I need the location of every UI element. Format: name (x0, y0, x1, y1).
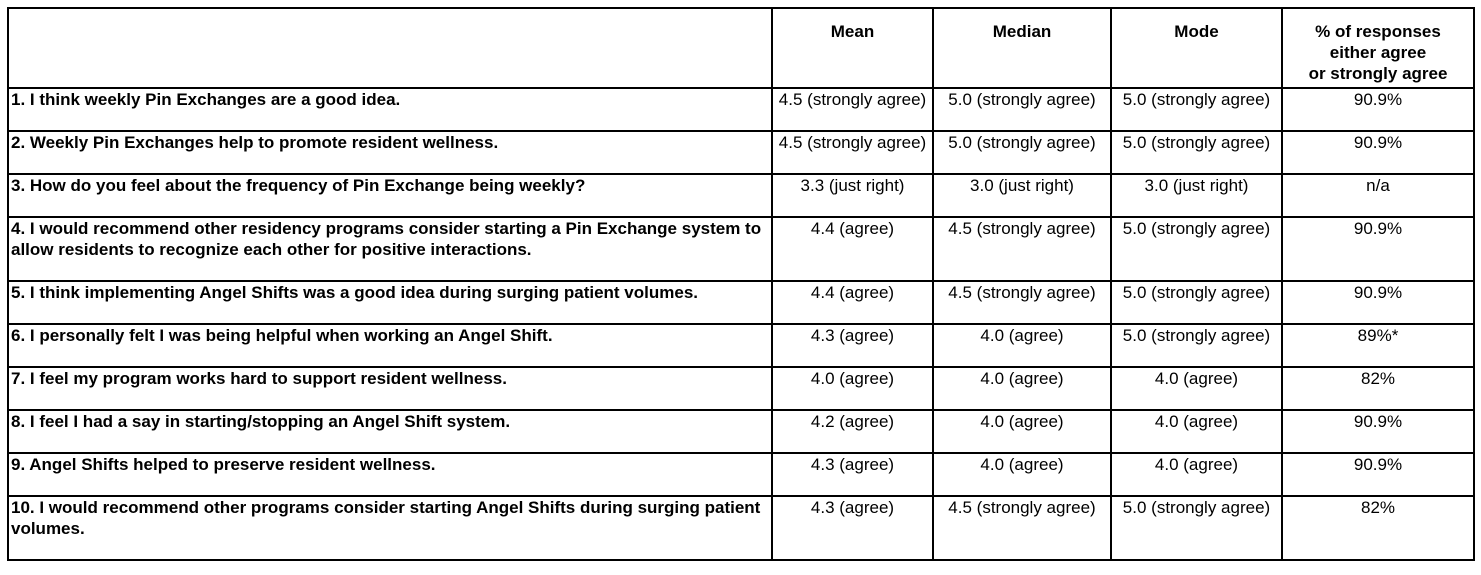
median-cell: 4.5 (strongly agree) (933, 496, 1111, 560)
median-cell: 4.0 (agree) (933, 324, 1111, 367)
percent-cell: 90.9% (1282, 131, 1474, 174)
mean-cell: 3.3 (just right) (772, 174, 933, 217)
table-row (8, 324, 1474, 367)
median-cell: 4.0 (agree) (933, 410, 1111, 453)
median-cell: 5.0 (strongly agree) (933, 131, 1111, 174)
mean-cell: 4.2 (agree) (772, 410, 933, 453)
median-cell: 4.5 (strongly agree) (933, 281, 1111, 324)
question-cell: 2. Weekly Pin Exchanges help to promote resident wellness. (8, 131, 772, 174)
question-cell: 5. I think implementing Angel Shifts was a good idea during surging patient volumes. (8, 281, 772, 324)
question-cell: 7. I feel my program works hard to support resident wellness. (8, 367, 772, 410)
median-cell: 3.0 (just right) (933, 174, 1111, 217)
mode-cell: 4.0 (agree) (1111, 410, 1282, 453)
header-question (8, 8, 772, 88)
header-percent (1282, 8, 1474, 88)
mean-cell: 4.4 (agree) (772, 281, 933, 324)
header-row (8, 8, 1474, 88)
table-row (8, 496, 1474, 560)
mean-cell: 4.5 (strongly agree) (772, 131, 933, 174)
question-cell: 3. How do you feel about the frequency of Pin Exchange being weekly? (8, 174, 772, 217)
median-cell: 4.5 (strongly agree) (933, 217, 1111, 281)
mode-cell: 5.0 (strongly agree) (1111, 131, 1282, 174)
percent-cell: 90.9% (1282, 410, 1474, 453)
median-cell: 4.0 (agree) (933, 453, 1111, 496)
table-row (8, 410, 1474, 453)
header-median: Median (933, 8, 1111, 88)
table-row (8, 367, 1474, 410)
mode-cell: 5.0 (strongly agree) (1111, 496, 1282, 560)
percent-cell: 90.9% (1282, 453, 1474, 496)
header-mode: Mode (1111, 8, 1282, 88)
question-cell: 4. I would recommend other residency programs consider starting a Pin Exchange system to allow residents to recognize each other for positive interactions. (8, 217, 772, 281)
question-cell: 9. Angel Shifts helped to preserve resident wellness. (8, 453, 772, 496)
mode-cell: 5.0 (strongly agree) (1111, 88, 1282, 131)
table-row (8, 174, 1474, 217)
percent-cell: 82% (1282, 367, 1474, 410)
mode-cell: 4.0 (agree) (1111, 453, 1282, 496)
percent-cell: 90.9% (1282, 217, 1474, 281)
median-cell: 5.0 (strongly agree) (933, 88, 1111, 131)
table-row (8, 281, 1474, 324)
mode-cell: 5.0 (strongly agree) (1111, 217, 1282, 281)
percent-cell: 90.9% (1282, 88, 1474, 131)
question-cell: 8. I feel I had a say in starting/stopping an Angel Shift system. (8, 410, 772, 453)
mean-cell: 4.3 (agree) (772, 324, 933, 367)
table-row (8, 131, 1474, 174)
mean-cell: 4.3 (agree) (772, 496, 933, 560)
question-cell: 1. I think weekly Pin Exchanges are a good idea. (8, 88, 772, 131)
table-row (8, 217, 1474, 281)
question-cell: 6. I personally felt I was being helpful when working an Angel Shift. (8, 324, 772, 367)
mode-cell: 4.0 (agree) (1111, 367, 1282, 410)
mode-cell: 3.0 (just right) (1111, 174, 1282, 217)
table-row (8, 453, 1474, 496)
mode-cell: 5.0 (strongly agree) (1111, 281, 1282, 324)
mode-cell: 5.0 (strongly agree) (1111, 324, 1282, 367)
header-percent-line: either agree (1329, 43, 1427, 62)
mean-cell: 4.4 (agree) (772, 217, 933, 281)
survey-results-table (7, 7, 1475, 561)
header-mean: Mean (772, 8, 933, 88)
median-cell: 4.0 (agree) (933, 367, 1111, 410)
question-cell: 10. I would recommend other programs consider starting Angel Shifts during surging patient volumes. (8, 496, 772, 560)
table-row (8, 88, 1474, 131)
percent-cell: n/a (1282, 174, 1474, 217)
header-percent-line: % of responses (1315, 22, 1441, 41)
mean-cell: 4.0 (agree) (772, 367, 933, 410)
percent-cell: 89%* (1282, 324, 1474, 367)
percent-cell: 82% (1282, 496, 1474, 560)
header-percent-line: or strongly agree (1308, 64, 1448, 83)
mean-cell: 4.5 (strongly agree) (772, 88, 933, 131)
percent-cell: 90.9% (1282, 281, 1474, 324)
mean-cell: 4.3 (agree) (772, 453, 933, 496)
